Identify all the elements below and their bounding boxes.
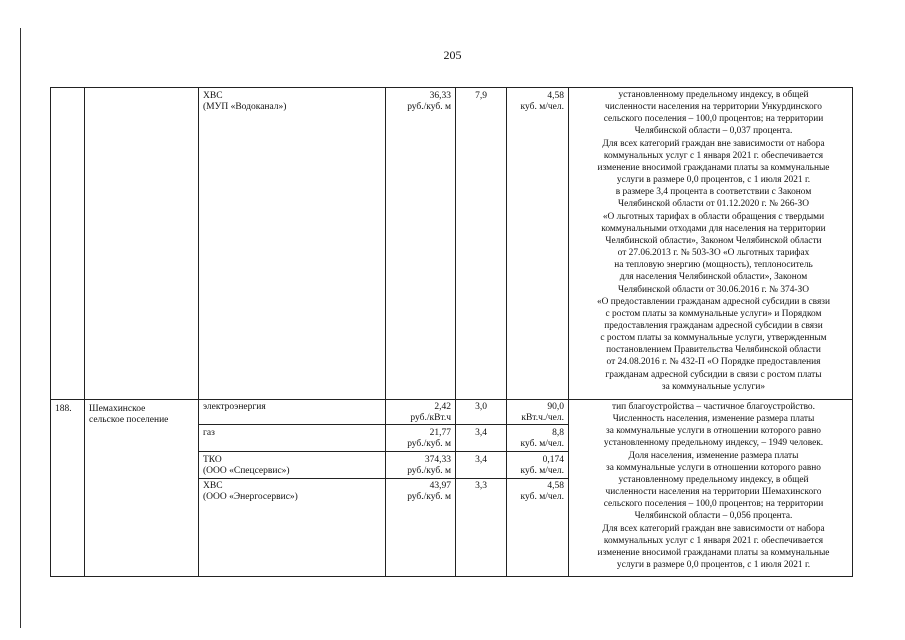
note-line: Челябинской области – 0,037 процента. [634, 126, 793, 137]
notes-prev [573, 89, 854, 393]
note-line: изменение вносимой гражданами платы за коммунальные [597, 162, 830, 173]
tariff-unit: руб./куб. м [407, 466, 451, 476]
note-line: на тепловую энергию (мощность), теплоноситель [614, 260, 813, 271]
page-number: 205 [443, 48, 462, 62]
service-name: газ [203, 428, 215, 438]
tariff-value: 374,33 [424, 455, 451, 465]
row-divider [51, 399, 852, 400]
service-name: электроэнергия [203, 402, 266, 412]
note-line: с ростом платы за коммунальные услуги» и Порядком [605, 308, 822, 319]
note-line: установленному предельному индексу, – 1949 человек. [603, 438, 824, 449]
note-line: с ростом платы за коммунальные услуги, утвержденным [600, 333, 827, 344]
note-line: услуги в размере 0,0 процентов, с 1 июля 2021 г. [616, 175, 811, 186]
settlement-name-line2: сельское поселение [89, 415, 169, 425]
note-line: Челябинской области от 30.06.2016 г. № 374-ЗО [618, 284, 809, 295]
note-line: за коммунальные услуги в отношении которого равно [605, 462, 821, 473]
note-line: коммунальными отходами для населения на территории [601, 223, 826, 234]
note-line: от 24.08.2016 г. № 432-П «О Порядке предоставления [606, 357, 821, 368]
note-line: Для всех категорий граждан вне зависимости от набора [602, 138, 825, 149]
norm-unit: куб. м/чел. [520, 439, 564, 449]
service-name: ТКО [203, 455, 222, 465]
note-line: установленному предельному индексу, в общей [618, 474, 809, 485]
tariff-value: 2,42 [434, 402, 451, 412]
service-provider: (ООО «Спецсервис») [203, 466, 290, 476]
note-line: коммунальных услуг с 1 января 2021 г. обеспечивается [603, 150, 824, 161]
increase-value: 7,9 [475, 91, 487, 101]
norm-unit: куб. м/чел. [520, 102, 564, 112]
settlement-name: Шемахинское [89, 404, 146, 414]
note-line: «О предоставлении гражданам адресной субсидии в связи [596, 296, 831, 307]
norm-value: 4,58 [547, 481, 564, 491]
tariff-unit: руб./кВт.ч [410, 413, 451, 423]
increase-value: 3,4 [475, 428, 487, 438]
norm-unit: кВт.ч./чел. [521, 413, 564, 423]
note-line: численности населения на территории Шемахинского [605, 487, 822, 498]
norm-value: 8,8 [552, 428, 564, 438]
note-line: Для всех категорий граждан вне зависимости от набора [602, 523, 825, 534]
note-line: коммунальных услуг с 1 января 2021 г. обеспечивается [603, 535, 824, 546]
norm-value: 0,174 [542, 455, 564, 465]
note-line: численности населения на территории Ункурдинского [605, 102, 822, 113]
note-line: изменение вносимой гражданами платы за коммунальные [597, 547, 830, 558]
note-line: «О льготных тарифах в области обращения с твердыми [602, 211, 825, 222]
increase-value: 3,4 [475, 455, 487, 465]
norm-unit: куб. м/чел. [520, 466, 564, 476]
note-line: предоставления гражданам адресной субсидии в связи [604, 320, 823, 331]
note-line: Челябинской области – 0,056 процента. [634, 511, 793, 522]
tariff-table [50, 87, 853, 577]
note-line: услуги в размере 0,0 процентов, с 1 июля 2021 г. [616, 560, 811, 571]
tariff-value: 36,33 [429, 91, 451, 101]
tariff-value: 43,97 [429, 481, 451, 491]
increase-value: 3,0 [475, 402, 487, 412]
tariff-unit: руб./куб. м [407, 102, 451, 112]
note-line: тип благоустройства – частичное благоустройство. [612, 402, 815, 412]
norm-value: 90,0 [547, 402, 564, 412]
note-line: сельского поселения – 100,0 процентов; на территории [603, 114, 824, 125]
service-provider: (ООО «Энергосервис») [203, 492, 298, 502]
tariff-unit: руб./куб. м [407, 439, 451, 449]
increase-value: 3,3 [475, 481, 487, 491]
note-line: от 27.06.2013 г. № 503-ЗО «О льготных тарифах [617, 248, 810, 259]
service-provider: (МУП «Водоканал») [203, 102, 287, 112]
service-name: ХВС [203, 91, 223, 101]
tariff-unit: руб./куб. м [407, 492, 451, 502]
service-name: ХВС [203, 481, 223, 491]
note-line: установленному предельному индексу, в общей [618, 90, 809, 100]
note-line: в размере 3,4 процента в соответствии с Законом [615, 187, 812, 198]
norm-unit: куб. м/чел. [520, 492, 564, 502]
note-line: Доля населения, изменение размера платы [628, 450, 799, 461]
scan-edge-line [20, 28, 21, 628]
norm-value: 4,58 [547, 91, 564, 101]
note-line: Челябинской области от 01.12.2020 г. № 266-ЗО [618, 199, 809, 210]
note-line: за коммунальные услуги» [661, 381, 766, 392]
row-number: 188. [55, 404, 72, 414]
note-line: Челябинской области», Законом Челябинской области [605, 235, 822, 246]
note-line: сельского поселения – 100,0 процентов; на территории [603, 499, 824, 510]
tariff-value: 21,77 [429, 428, 451, 438]
note-line: постановлением Правительства Челябинской области [606, 345, 821, 356]
note-line: для населения Челябинской области», Законом [619, 272, 808, 283]
note-line: Численность населения, изменение размера платы [612, 414, 815, 425]
note-line: за коммунальные услуги в отношении которого равно [605, 426, 821, 437]
notes-188 [573, 401, 854, 571]
note-line: гражданам адресной субсидии в связи с ростом платы [605, 369, 822, 380]
